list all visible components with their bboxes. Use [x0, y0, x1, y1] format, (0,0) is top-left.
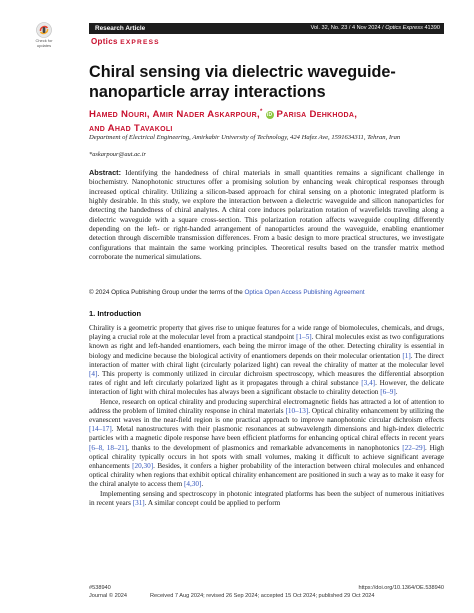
- body-text: [89, 324, 444, 508]
- paragraph-1: Chirality is a geometric property that gives rise to unique features for a wide range of biomolecules, chemicals, and drugs, playing a crucial role at the molecular level from a practical standpoint [1–5]. Chiral molecules exist as two configurations known as right and left-handed enantiomers, each being the mirror image of the other. Detecting chirality is essential in biology and medicine because the biological activity of enantiomers depends on their molecular orientation [1]. The direct interaction of matter with chiral light (circularly polarized light) can reveal the chirality of matter at the molecular level [4]. This property is commonly utilized in circular dichroism spectroscopy, which measures the differential absorption rates of right and left circularly polarized light as it propagates through a chiral substance [3,4]. However, the delicate interaction of light with chiral molecules has always been a significant obstacle to chirality detection [6–9].: [89, 324, 445, 397]
- article-type: Research Article: [95, 25, 146, 32]
- citation-link[interactable]: [22–29]: [402, 443, 426, 452]
- corresponding-email[interactable]: *askarpour@aut.ac.ir: [89, 151, 147, 158]
- journal-logo: Optics EXPRESS: [91, 37, 160, 46]
- page-footer: [89, 584, 444, 601]
- citation-link[interactable]: [6–9]: [380, 388, 396, 397]
- article-id: #538940: [89, 585, 111, 591]
- citation-link[interactable]: [1–5]: [296, 333, 312, 342]
- affiliation: Department of Electrical Engineering, Amirkabir University of Technology, 424 Hafez Ave, 1591634311, Tehran, Iran: [89, 134, 401, 141]
- section-heading: 1. Introduction: [89, 309, 142, 318]
- paragraph-3: Implementing sensing and spectroscopy in photonic integrated platforms has been the subject of numerous initiatives in recent years [31]. A similar concept could be applied to perform: [89, 489, 444, 507]
- citation: Vol. 32, No. 23 / 4 Nov 2024 / Optics Express 41390: [310, 25, 440, 31]
- citation-link[interactable]: [31]: [132, 498, 145, 507]
- header-bar: [89, 23, 444, 34]
- orcid-icon[interactable]: iD: [266, 112, 273, 119]
- paragraph-2: Hence, research on optical chirality and producing superchiral electromagnetic fields has attracted a lot of attention to address the problem of limited chirality response in chiral materials [10–13]. Optical chirality enhancement by utilizing the evanescent waves in the near-field region is one practical approach to improve nanophotonic circular dichroism effects [14–17]. Metal nanostructures with their plasmonic resonances at subwavelength dimensions and high-index dielectric particles with a magnetic dipole response have been efficient platforms for enhancing optical chiral effects in recent years [6–8, 18–21], thanks to the development of plasmonics and remarkable advancements in nanophotonics [22–29]. High optical chirality typically occurs in hot spots with small volumes, making it difficult to achieve significant average enhancements [20,30]. Besides, it confers a higher probability of the interaction between chiral molecules and enhanced optical chirality when regions that exhibit optical chirality enhancement are positioned in such a way as to make it easy for the chiral analyte to access them [4,30].: [89, 397, 445, 489]
- journal-copyright: Journal © 2024: [89, 593, 128, 600]
- citation-link[interactable]: [20,30]: [132, 462, 154, 471]
- citation-link[interactable]: [4,30]: [184, 480, 202, 489]
- citation-link[interactable]: [10–13]: [285, 406, 309, 415]
- citation-link[interactable]: [1]: [402, 351, 411, 360]
- check-for-updates-badge[interactable]: Check for updates: [32, 22, 56, 48]
- license-link[interactable]: Optica Open Access Publishing Agreement: [244, 289, 365, 296]
- abstract-label: Abstract:: [89, 168, 122, 177]
- citation-link[interactable]: [4]: [89, 370, 98, 379]
- check-updates-icon: [36, 22, 52, 38]
- article-title: Chiral sensing via dielectric waveguide-nanoparticle array interactions: [89, 63, 396, 101]
- doi-link[interactable]: https://doi.org/10.1364/OE.538940: [358, 585, 444, 591]
- citation-link[interactable]: [6–8, 18–21]: [89, 443, 128, 452]
- author-list: Hamed Nouri, Amir Nader Askarpour,* iD Parisa Dehkhoda, and Ahad Tavakoli: [89, 109, 358, 134]
- copyright-notice: © 2024 Optica Publishing Group under the terms of the Optica Open Access Publishing Agreement: [89, 289, 365, 296]
- citation-link[interactable]: [14–17]: [89, 425, 112, 434]
- publication-dates: Received 7 Aug 2024; revised 26 Sep 2024; accepted 15 Oct 2024; published 29 Oct 2024: [150, 593, 375, 600]
- abstract: Abstract: Identifying the handedness of chiral materials in small quantities remains a significant challenge in biochemistry. Nanophotonic structures offer a promising solution by enhancing weak chiroptical responses through increased optical chirality. Utilizing a silicon-based approach for chiral sensing on a photonic integrated platform is highly desirable. In this study, we explore the interaction between a dielectric waveguide and silicon nanoparticles for detecting the handedness of chiral analytes. A chiral core induces polarization rotation of wavefields traveling along a dielectric waveguide with a square cross-section. This polarization rotation affects waveguide coupling differently depending on the left- or right-handed arrangement of nanoparticles around the waveguide, enabling enantiomer detection through discernible transmission differences. From a basic design to more practical structures, we investigate configurations that maintain the same working principles. Theoretical results based on the transfer matrix method corroborate the numerical simulations.: [89, 168, 444, 262]
- citation-link[interactable]: [3,4]: [361, 379, 376, 388]
